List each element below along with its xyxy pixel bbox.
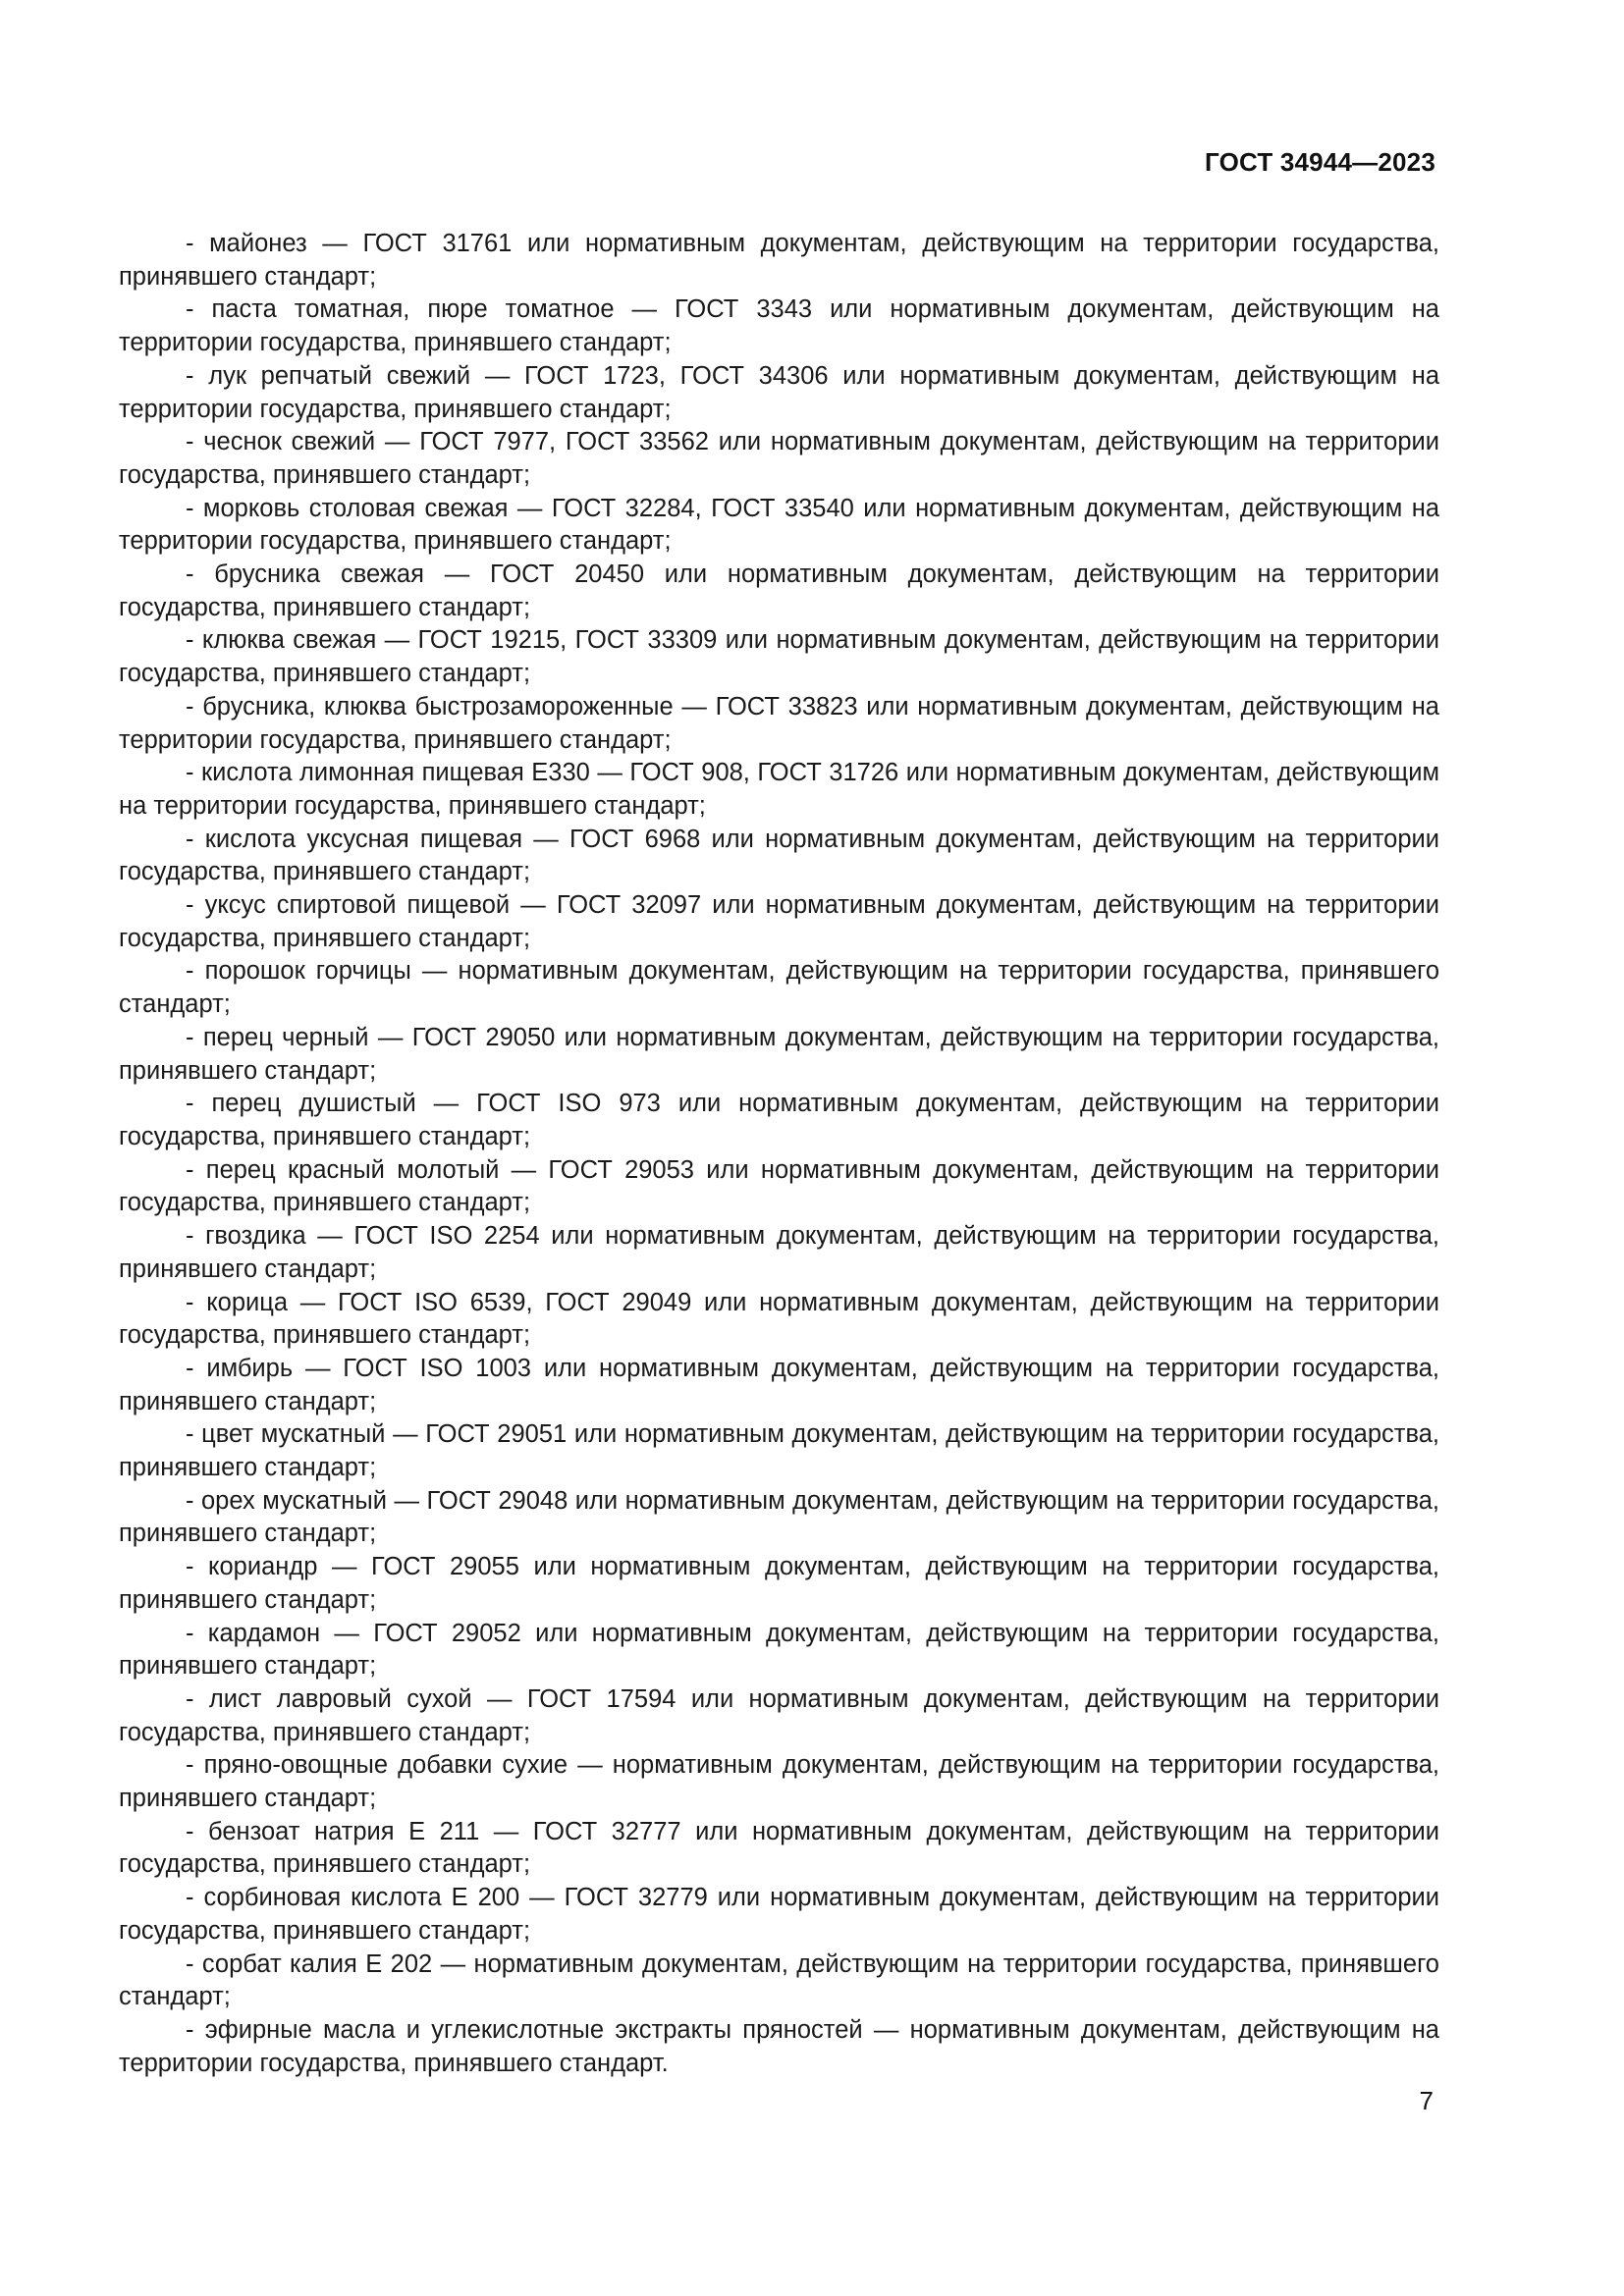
- list-item: - бензоат натрия Е 211 — ГОСТ 32777 или нормативным документам, действующим на территории государства, принявшего стандарт;: [119, 1817, 1439, 1879]
- list-item: - морковь столовая свежая — ГОСТ 32284, ГОСТ 33540 или нормативным документам, действующим на территории государства, принявшего стандарт;: [119, 494, 1439, 556]
- list-item: - кориандр — ГОСТ 29055 или нормативным документам, действующим на территории государства, принявшего стандарт;: [119, 1553, 1439, 1614]
- list-item: - майонез — ГОСТ 31761 или нормативным документам, действующим на территории государства, принявшего стандарт;: [119, 230, 1439, 291]
- list-item: - брусника свежая — ГОСТ 20450 или нормативным документам, действующим на территории государства, принявшего стандарт;: [119, 561, 1439, 621]
- list-item: - клюква свежая — ГОСТ 19215, ГОСТ 33309 или нормативным документам, действующим на территории государства, принявшего стандарт;: [119, 626, 1439, 688]
- list-item: - пряно-овощные добавки сухие — нормативным документам, действующим на территории государства, принявшего стандарт;: [119, 1751, 1439, 1813]
- list-item: - паста томатная, пюре томатное — ГОСТ 3343 или нормативным документам, действующим на территории государства, принявшего стандарт;: [119, 295, 1439, 357]
- list-item: - эфирные масла и углекислотные экстракты пряностей — нормативным документам, действующим на территории государства, принявшего стандарт.: [119, 2015, 1439, 2077]
- list-item: - кислота лимонная пищевая Е330 — ГОСТ 908, ГОСТ 31726 или нормативным документам, действующим на территории государства, принявшего стандарт;: [119, 759, 1439, 820]
- list-item: - лук репчатый свежий — ГОСТ 1723, ГОСТ 34306 или нормативным документам, действующим на территории государства, принявшего стандарт;: [119, 361, 1439, 423]
- list-item: - порошок горчицы — нормативным документам, действующим на территории государства, принявшего стандарт;: [119, 957, 1439, 1019]
- list-item: - гвоздика — ГОСТ ISO 2254 или нормативным документам, действующим на территории государства, принявшего стандарт;: [119, 1222, 1439, 1283]
- list-item: - лист лавровый сухой — ГОСТ 17594 или нормативным документам, действующим на территории государства, принявшего стандарт;: [119, 1684, 1439, 1746]
- list-item: - кислота уксусная пищевая — ГОСТ 6968 или нормативным документам, действующим на территории государства, принявшего стандарт;: [119, 825, 1439, 886]
- document-id-header: ГОСТ 34944—2023: [1205, 147, 1435, 177]
- list-item: - корица — ГОСТ ISO 6539, ГОСТ 29049 или нормативным документам, действующим на территории государства, принявшего стандарт;: [119, 1288, 1439, 1350]
- list-item: - перец черный — ГОСТ 29050 или нормативным документам, действующим на территории государства, принявшего стандарт;: [119, 1023, 1439, 1085]
- list-item: - кардамон — ГОСТ 29052 или нормативным документам, действующим на территории государства, принявшего стандарт;: [119, 1619, 1439, 1681]
- list-item: - перец душистый — ГОСТ ISO 973 или нормативным документам, действующим на территории государства, принявшего стандарт;: [119, 1090, 1439, 1150]
- list-item: - перец красный молотый — ГОСТ 29053 или нормативным документам, действующим на территории государства, принявшего стандарт;: [119, 1155, 1439, 1217]
- requirements-list: [119, 228, 1439, 2080]
- list-item: - сорбиновая кислота Е 200 — ГОСТ 32779 или нормативным документам, действующим на территории государства, принявшего стандарт;: [119, 1884, 1439, 1945]
- page-number: 7: [1419, 2086, 1434, 2115]
- list-item: - имбирь — ГОСТ ISO 1003 или нормативным документам, действующим на территории государства, принявшего стандарт;: [119, 1354, 1439, 1415]
- list-item: - чеснок свежий — ГОСТ 7977, ГОСТ 33562 или нормативным документам, действующим на территории государства, принявшего стандарт;: [119, 428, 1439, 489]
- list-item: - брусника, клюква быстрозамороженные — ГОСТ 33823 или нормативным документам, действующим на территории государства, принявшего стандарт;: [119, 692, 1439, 754]
- list-item: - уксус спиртовой пищевой — ГОСТ 32097 или нормативным документам, действующим на территории государства, принявшего стандарт;: [119, 891, 1439, 952]
- list-item: - сорбат калия Е 202 — нормативным документам, действующим на территории государства, принявшего стандарт;: [119, 1949, 1439, 2011]
- list-item: - цвет мускатный — ГОСТ 29051 или нормативным документам, действующим на территории государства, принявшего стандарт;: [119, 1420, 1439, 1482]
- list-item: - орех мускатный — ГОСТ 29048 или нормативным документам, действующим на территории государства, принявшего стандарт;: [119, 1486, 1439, 1548]
